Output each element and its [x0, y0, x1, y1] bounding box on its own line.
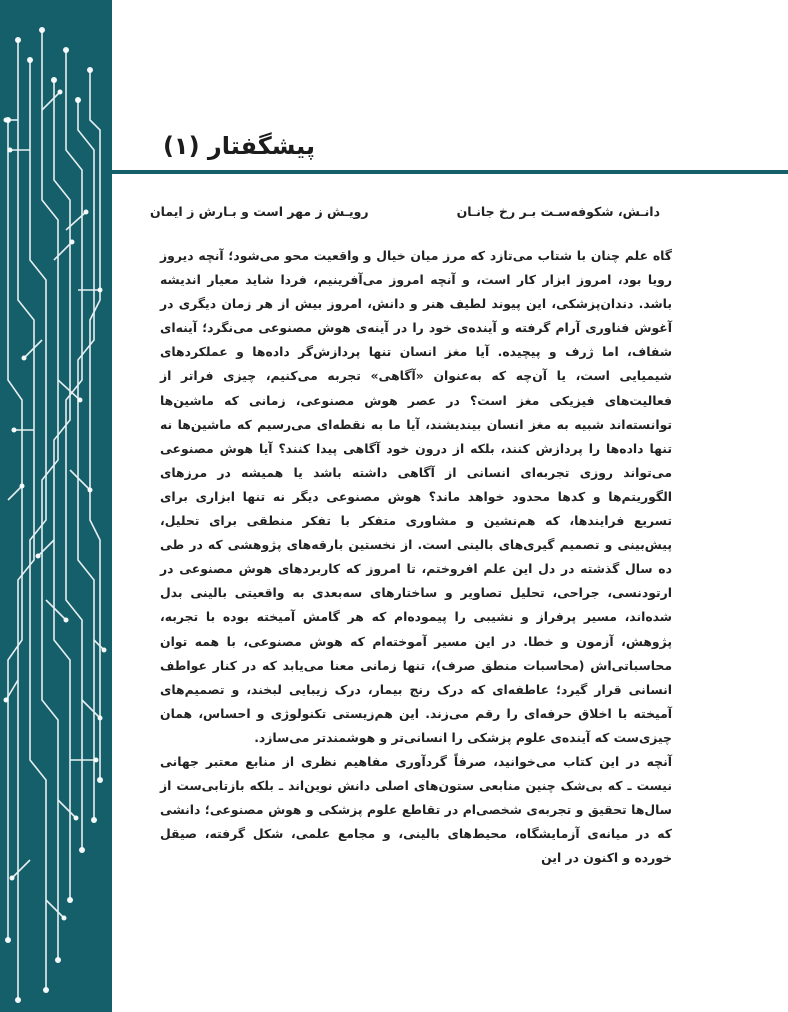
paragraph: آنچه در این کتاب می‌خوانید، صرفاً گردآوری مفاهیم نظری از منابع معتبر جهانی نیست ـ که بی‌شک چنین منابعی ستون‌های اصلی دانش نوین‌اند ـ بلکه بازتابی‌ست از سال‌ها تحقیق و تجربه‌ی شخصی‌ام در تقاطع علوم پزشکی و هوش مصنوعی؛ دانشی که در میانه‌ی آزمایشگاه، محیط‌های بالینی، و مجامع علمی، شکل گرفته، صیقل خورده و اکنون در این [160, 753, 672, 866]
epigraph-first-hemistich: دانـش، شکوفه‌سـت بـر رخ جانـان [456, 204, 660, 219]
title-divider [112, 170, 788, 174]
page-title: پیشگفتار (۱) [162, 132, 315, 160]
circuit-pattern-icon [0, 0, 112, 1012]
decorative-sidebar [0, 0, 112, 1012]
body-text [160, 244, 672, 870]
paragraph: گاه علم چنان با شتاب می‌تازد که مرز میان خیال و واقعیت محو می‌شود؛ آنچه دیروز رویا بود، امروز ابزار کار است، و آنچه امروز می‌آفرینیم، فردا شاید معیار اندیشه باشد. دندان‌پزشکی، این پیوند لطیف هنر و دانش، امروز بیش از هر زمان دیگری در آغوش فناوری آرام گرفته و آینده‌ی خود را در آینه‌ی هوش مصنوعی می‌نگرد؛ آینه‌ای شفاف، اما ژرف و پیچیده. آیا مغز انسان تنها پردازش‌گر داده‌ها و عملکردهای شیمیایی است، یا آن‌چه که به‌عنوان «آگاهی» تجربه می‌کنیم، چیزی فراتر از فعالیت‌های فیزیکی مغز است؟ در عصر هوش مصنوعی، زمانی که ماشین‌ها توانسته‌اند شبیه به مغز انسان بیندیشند، آیا ما به نقطه‌ای می‌رسیم که ماشین‌ها نه تنها داده‌ها را پردازش کنند، بلکه از درون خود آگاهی پیدا کنند؟ آیا هوش مصنوعی می‌تواند روزی تجربه‌ای انسانی از آگاهی داشته باشد یا همیشه در مرزهای الگوریتم‌ها و کدها محدود خواهد ماند؟ هوش مصنوعی دیگر نه تنها ابزاری برای تسریع فرایندها، که هم‌نشین و مشاوری متفکر با تفکر منطقی برای تحلیل، پیش‌بینی و تصمیم گیری‌های بالینی است. از نخستین بارقه‌های پژوهشی که در طی ده سال گذشته در دل این علم افروختم، تا امروز که کاربردهای هوش مصنوعی در ارتودنسی، جراحی، تحلیل تصاویر و ساختارهای سه‌بعدی به واقعیتی بالینی بدل شده‌اند، مسیر پرفراز و نشیبی را پیموده‌ام که هر گامش آمیخته بوده با تجربه، پژوهش، آزمون و خطا. در این مسیر آموخته‌ام که هوش مصنوعی، با همه توان محاسباتی‌اش (محاسبات منطق صرف)، تنها زمانی معنا می‌یابد که در کنار عواطف انسانی قرار گیرد؛ عاطفه‌ای که درک رنج بیمار، درک زیبایی لبخند، و تصمیم‌های آمیخته با اخلاق حرفه‌ای را رقم می‌زند. این هم‌زیستی تکنولوژی و احساس، همان چیزی‌ست که آینده‌ی علوم پزشکی را انسانی‌تر و هوشمندتر می‌سازد. [160, 248, 672, 745]
epigraph-second-hemistich: رویـش ز مهر است و بـارش ز ایمان [150, 204, 369, 219]
